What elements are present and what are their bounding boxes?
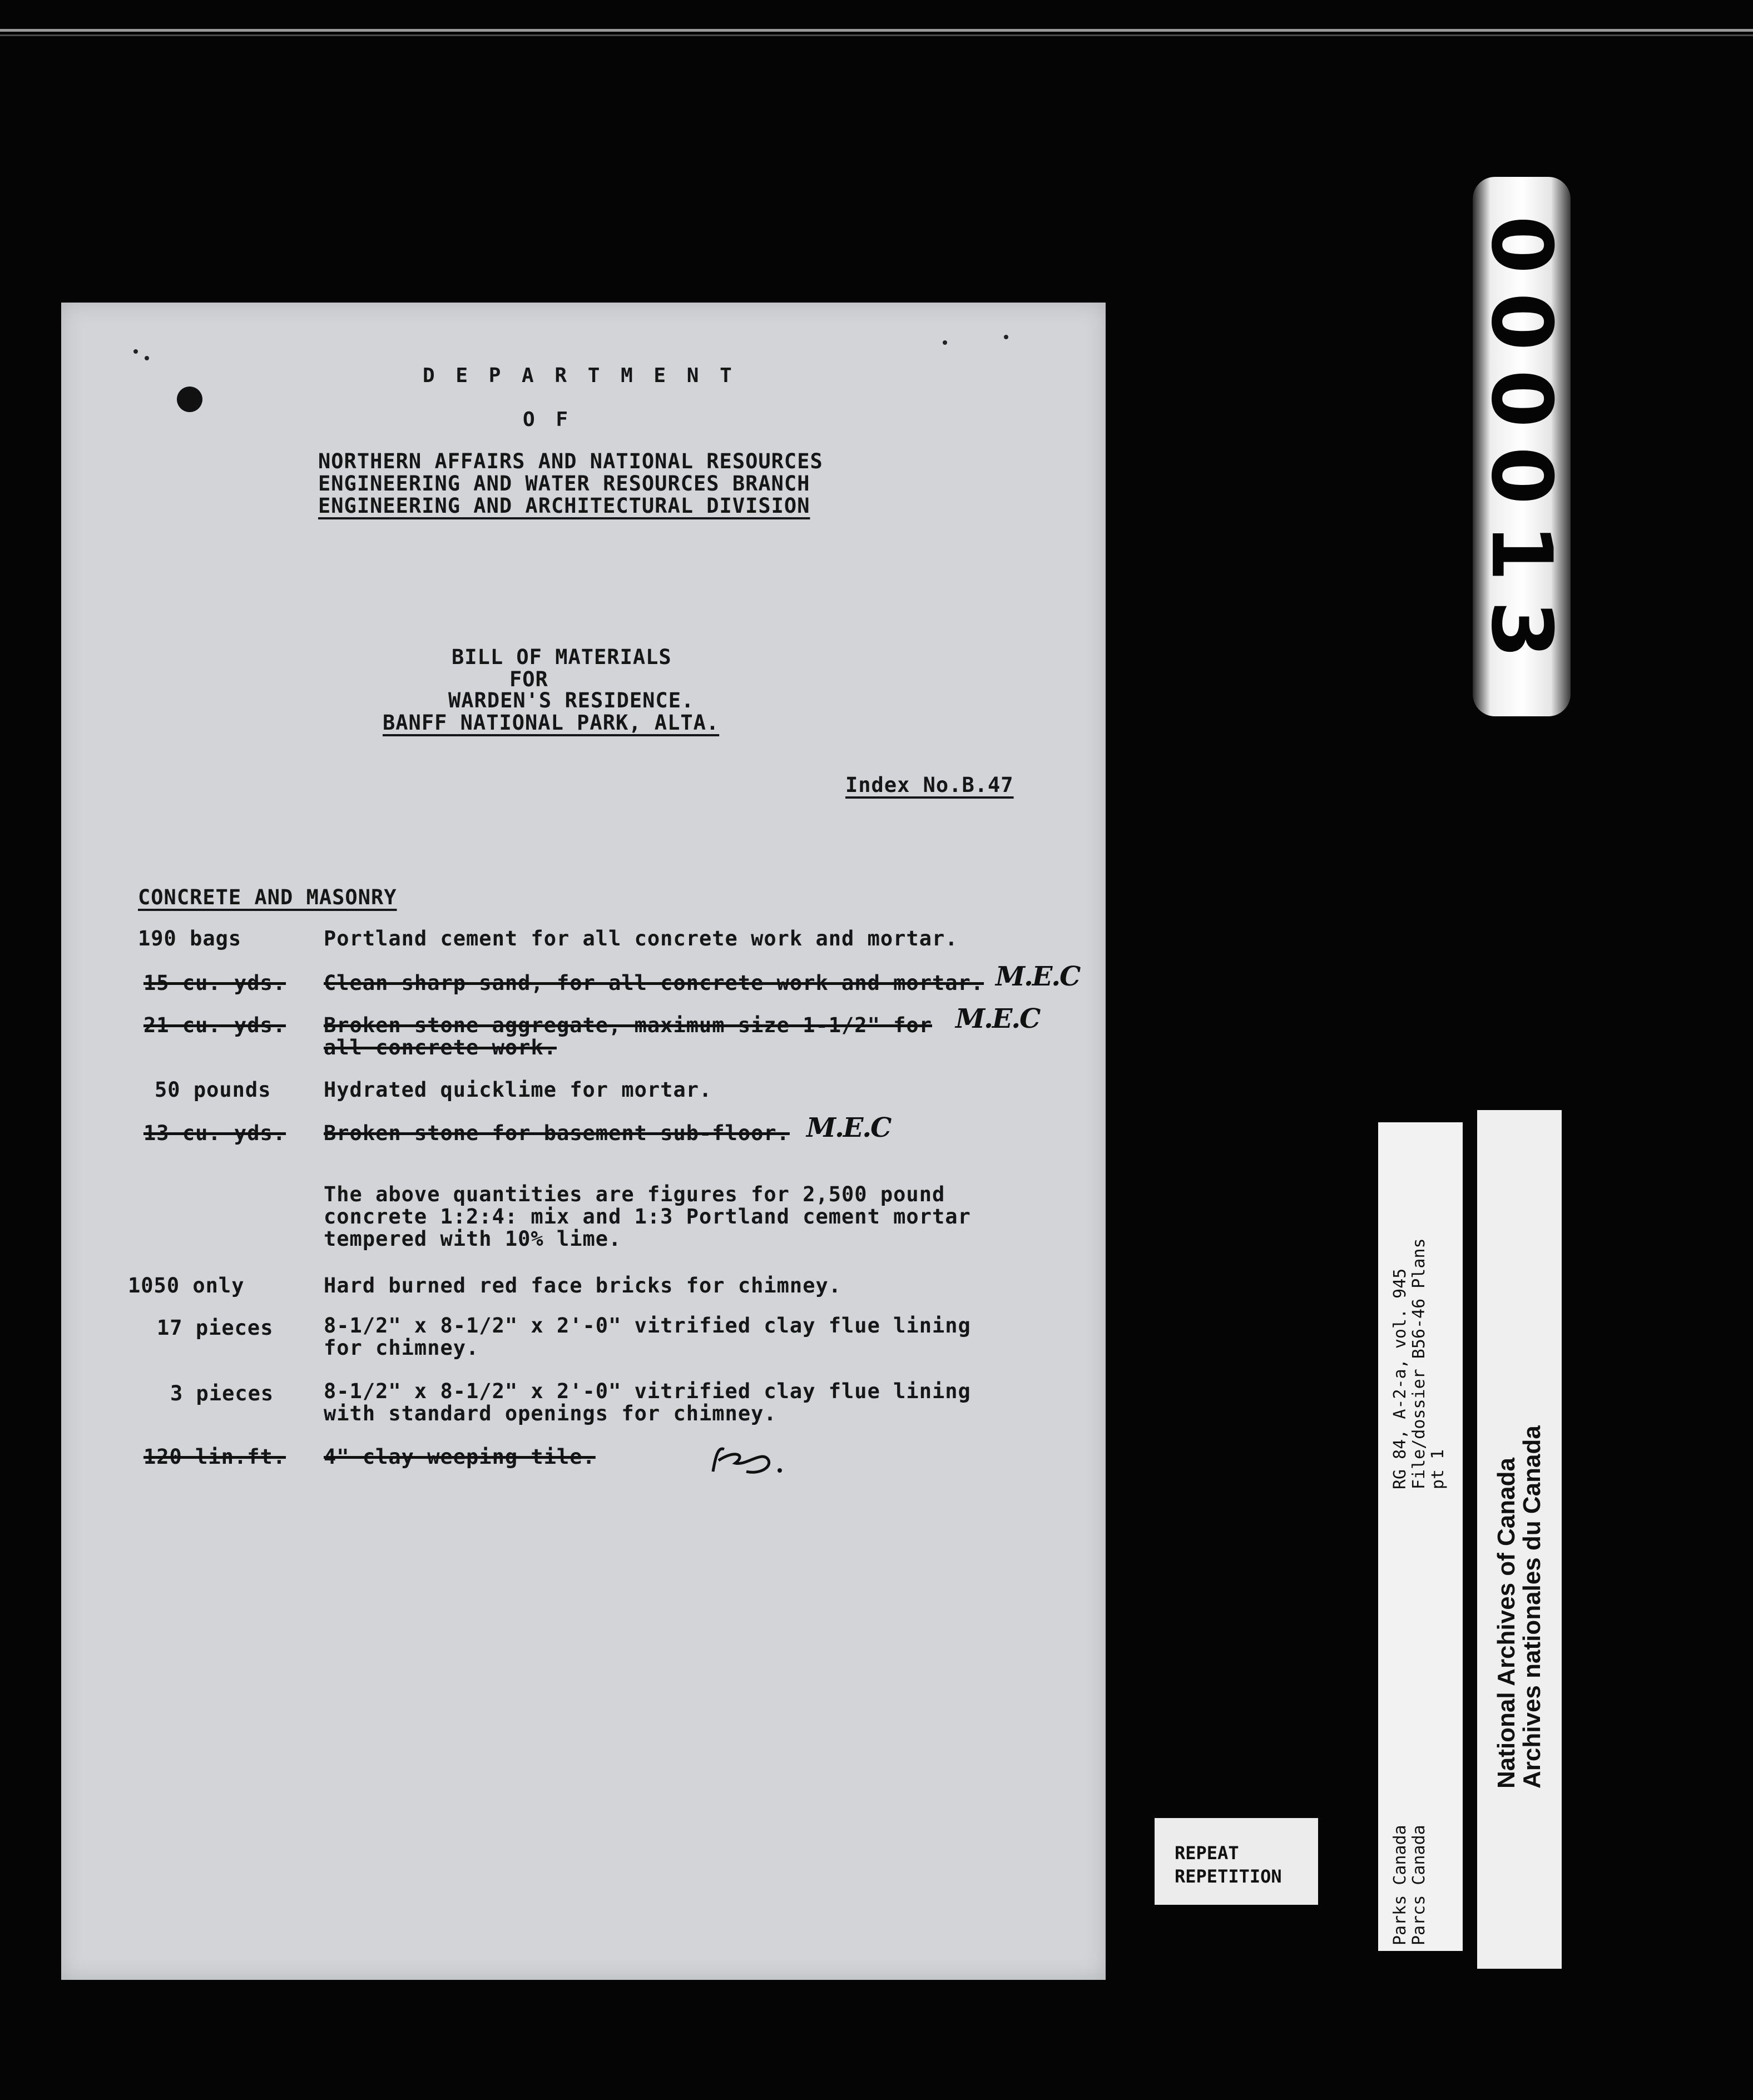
- archive-ref-line3: pt 1: [1428, 1449, 1448, 1489]
- note-line: tempered with 10% lime.: [324, 1227, 622, 1251]
- handwritten-initials: M.E.C: [996, 961, 1080, 992]
- handwritten-initials: M.E.C: [955, 1003, 1040, 1034]
- film-edge-line: [0, 29, 1753, 32]
- handwritten-initials: M.E.C: [806, 1112, 891, 1143]
- header-branch: ENGINEERING AND WATER RESOURCES BRANCH: [318, 472, 810, 496]
- item-qty-struck: 15 cu. yds.: [143, 971, 286, 995]
- item-qty-struck: 21 cu. yds.: [143, 1013, 286, 1037]
- header-department: D E P A R T M E N T: [423, 364, 736, 387]
- item-qty-struck: 120 lin.ft.: [143, 1445, 286, 1469]
- archive-org-line2: Parcs Canada: [1409, 1825, 1429, 1945]
- item-desc-struck: Broken stone for basement sub-floor.: [324, 1121, 790, 1145]
- item-desc: Portland cement for all concrete work and mortar.: [324, 927, 958, 950]
- section-heading: CONCRETE AND MASONRY: [138, 885, 397, 909]
- item-qty: 17 pieces: [157, 1316, 274, 1340]
- speck: [943, 340, 947, 345]
- stamp-line-1: REPEAT: [1175, 1843, 1239, 1864]
- archive-ref-line1: RG 84, A-2-a, vol. 945: [1390, 1268, 1410, 1489]
- repeat-stamp: [1155, 1818, 1318, 1905]
- item-desc-struck-cont: all concrete work.: [324, 1036, 557, 1059]
- stamp-line-2: REPETITION: [1175, 1866, 1282, 1887]
- national-archives-label: [1477, 1110, 1562, 1969]
- item-desc-struck: 4" clay weeping tile.: [324, 1445, 596, 1469]
- title-bill-of-materials: BILL OF MATERIALS: [452, 645, 672, 669]
- item-qty: 3 pieces: [170, 1381, 274, 1405]
- item-desc: 8-1/2" x 8-1/2" x 2'-0" vitrified clay flue lining: [324, 1314, 971, 1338]
- item-desc-struck: Clean sharp sand, for all concrete work and mortar.: [324, 971, 984, 995]
- header-division: ENGINEERING AND ARCHITECTURAL DIVISION: [318, 494, 810, 518]
- note-line: The above quantities are figures for 2,500 pound: [324, 1182, 945, 1206]
- item-desc-cont: for chimney.: [324, 1336, 479, 1360]
- header-ministry: NORTHERN AFFAIRS AND NATIONAL RESOURCES: [318, 449, 823, 473]
- note-line: concrete 1:2:4: mix and 1:3 Portland cement mortar: [324, 1205, 971, 1229]
- archive-reference-label: [1378, 1122, 1463, 1951]
- archives-name-fr: Archives nationales du Canada: [1518, 1425, 1546, 1789]
- archives-name-en: National Archives of Canada: [1493, 1458, 1520, 1789]
- film-edge-line-secondary: [0, 34, 1753, 36]
- item-desc-struck: Broken stone aggregate, maximum size 1-1/2" for: [324, 1013, 932, 1037]
- speck: [1004, 335, 1008, 339]
- title-location: BANFF NATIONAL PARK, ALTA.: [383, 711, 720, 735]
- archive-ref-line2: File/dossier B56-46 Plans: [1409, 1238, 1429, 1489]
- item-qty-struck: 13 cu. yds.: [143, 1121, 286, 1145]
- item-qty: 190 bags: [138, 927, 242, 950]
- speck: [145, 356, 149, 360]
- index-number: Index No.B.47: [845, 773, 1014, 797]
- item-qty: 1050 only: [128, 1274, 245, 1297]
- item-desc: Hard burned red face bricks for chimney.: [324, 1274, 842, 1297]
- speck: [133, 349, 138, 354]
- frame-number: 000013: [1473, 215, 1570, 678]
- header-of: O F: [523, 408, 573, 431]
- item-desc: Hydrated quicklime for mortar.: [324, 1078, 712, 1102]
- item-desc-cont: with standard openings for chimney.: [324, 1401, 777, 1425]
- item-qty: 50 pounds: [155, 1078, 271, 1102]
- archive-org-line1: Parks Canada: [1390, 1825, 1410, 1945]
- handwritten-initials-rd: [702, 1438, 791, 1483]
- title-residence: WARDEN'S RESIDENCE.: [448, 689, 695, 712]
- title-for: FOR: [509, 667, 548, 691]
- punch-hole: [177, 387, 202, 412]
- item-desc: 8-1/2" x 8-1/2" x 2'-0" vitrified clay flue lining: [324, 1379, 971, 1403]
